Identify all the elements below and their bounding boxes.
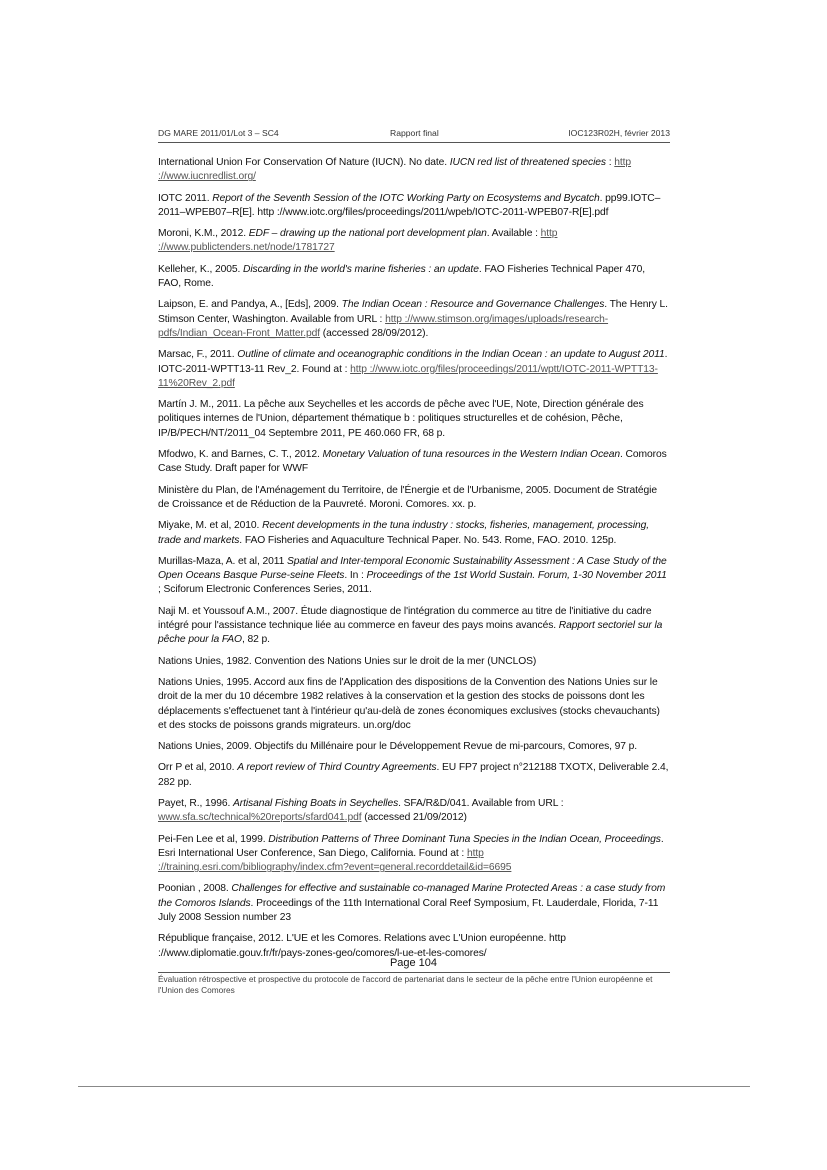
reference-text: (accessed 28/09/2012). — [320, 327, 429, 339]
reference-entry — [158, 298, 670, 341]
reference-title: Distribution Patterns of Three Dominant Tuna Species in the Indian Ocean, Proceedings — [268, 833, 661, 845]
reference-text: Payet, R., 1996. — [158, 797, 233, 809]
reference-entry — [158, 156, 670, 185]
reference-text: . Proceedings of the 11th International Coral Reef Symposium, Ft. Lauderdale, Florida, 7-11 July 2008 Session number 23 — [158, 897, 659, 924]
footer-note: Évaluation rétrospective et prospective du protocole de l'accord de partenariat dans le secteur de la pêche entre l'Union européenne et l'Union des Comores — [158, 972, 670, 995]
reference-entry — [158, 348, 670, 391]
reference-text: , 82 p. — [241, 634, 270, 646]
reference-text: (accessed 21/09/2012) — [361, 812, 467, 824]
reference-entry — [158, 263, 670, 292]
reference-text: ; Sciforum Electronic Conferences Series, 2011. — [158, 584, 372, 596]
reference-link[interactable]: www.sfa.sc/technical%20reports/sfard041.pdf — [158, 812, 362, 824]
reference-text: International Union For Conservation Of Nature (IUCN). No date. — [158, 157, 450, 168]
reference-entry — [158, 484, 670, 513]
reference-link[interactable]: http ://www.publictenders.net/node/1781727 — [158, 228, 558, 254]
reference-title: Recent developments in the tuna industry : stocks, fisheries, management, processing, trade and markets — [158, 520, 650, 546]
reference-text: Naji M. et Youssouf A.M., 2007. Étude diagnostique de l'intégration du commerce au titre de l'initiative du cadre intégré pour l'assistance technique liée au commerce en faveur des pays moins avancés. — [158, 605, 652, 632]
reference-link[interactable]: http ://www.stimson.org/images/uploads/research-pdfs/Indian_Ocean-Front_Matter.pdf — [158, 313, 609, 339]
reference-text: . In : — [344, 570, 367, 582]
reference-text: Nations Unies, 1982. Convention des Nations Unies sur le droit de la mer (UNCLOS) — [158, 655, 537, 667]
reference-title: Report of the Seventh Session of the IOTC Working Party on Ecosystems and Bycatch — [212, 192, 600, 204]
reference-text: . Comoros Case Study. Draft paper for WWF — [158, 449, 667, 475]
reference-entry — [158, 519, 670, 548]
reference-entry — [158, 448, 670, 477]
reference-text: Moroni, K.M., 2012. — [158, 228, 249, 240]
reference-title: IUCN red list of threatened species — [449, 157, 606, 168]
bottom-divider — [78, 1086, 750, 1087]
reference-text: Nations Unies, 2009. Objectifs du Millénaire pour le Développement Revue de mi-parcours, Comores, 97 p. — [158, 741, 638, 753]
reference-link[interactable]: http ://www.iucnredlist.org/ — [158, 157, 632, 183]
reference-title: Proceedings of the 1st World Sustain. Forum, 1-30 November 2011 — [366, 570, 667, 582]
reference-entry — [158, 398, 670, 441]
reference-text: Orr P et al, 2010. — [158, 762, 238, 774]
reference-entry — [158, 676, 670, 733]
reference-title: Spatial and Inter-temporal Economic Sustainability Assessment : A Case Study of the Open Oceans Basque Purse-seine Fleets — [158, 555, 667, 582]
reference-text: : — [605, 157, 615, 168]
reference-text: . FAO Fisheries and Aquaculture Technical Paper. No. 543. Rome, FAO. 2010. 125p. — [239, 534, 617, 546]
reference-text: Martín J. M., 2011. La pêche aux Seychelles et les accords de pêche avec l'UE, Note, Direction générale des politiques internes de l'Union, département thématique b : politiques structurelles et de cohésion, Pêche, IP/B/PECH/NT/2011_04 Septembre 2011, PE 460.060 FR, 68 p. — [158, 399, 644, 439]
reference-text: Miyake, M. et al, 2010. — [158, 520, 263, 532]
reference-entry — [158, 740, 670, 754]
reference-entry — [158, 882, 670, 925]
reference-title: Challenges for effective and sustainable co-managed Marine Protected Areas : a case study from the Comoros Islands — [158, 883, 666, 909]
reference-entry — [158, 761, 670, 790]
reference-text: Nations Unies, 1995. Accord aux fins de l'Application des dispositions de la Convention des Nations Unies sur le droit de la mer du 10 décembre 1982 relatives à la conservation et la gestion des stocks de poissons dont les déplacements s'effectuenet tant à l'intérieur qu'au-delà de zones économiques exclusives (stocks chevauchants) et des stocks de poissons grands migrateurs. un.org/doc — [158, 676, 660, 731]
reference-text: . SFA/R&D/041. Available from URL : — [398, 797, 564, 809]
header-left: DG MARE 2011/01/Lot 3 – SC4 — [158, 128, 279, 138]
reference-entry — [158, 192, 670, 221]
reference-link[interactable]: http ://training.esri.com/bibliography/index.cfm?event=general.recorddetail&id=6695 — [158, 847, 512, 874]
reference-text: Mfodwo, K. and Barnes, C. T., 2012. — [158, 449, 323, 461]
reference-text: République française, 2012. L'UE et les Comores. Relations avec L'Union européenne. http ://www.diplomatie.gouv.fr/fr/pays-zones-geo/comores/l-ue-et-les-comores/ — [158, 933, 566, 959]
reference-entry — [158, 797, 670, 826]
reference-title: Discarding in the world's marine fisheries : an update — [243, 263, 479, 275]
page-header — [158, 128, 670, 143]
reference-text: Marsac, F., 2011. — [158, 349, 238, 361]
reference-entry — [158, 605, 670, 648]
reference-list — [158, 156, 670, 968]
reference-entry — [158, 833, 670, 876]
reference-title: The Indian Ocean : Resource and Governance Challenges — [341, 299, 605, 311]
reference-title: A report review of Third Country Agreements — [237, 762, 437, 774]
reference-text: . Esri International User Conference, San Diego, California. Found at : — [158, 833, 664, 859]
reference-text: . pp99.IOTC–2011–WPEB07–R[E]. http ://www.iotc.org/files/proceedings/2011/wpeb/IOTC-2011-WPEB07-R[E].pdf — [158, 192, 661, 218]
reference-text: . Available : — [486, 228, 541, 240]
header-right: IOC123R02H, février 2013 — [568, 128, 670, 138]
reference-text: . EU FP7 project n°212188 TXOTX, Deliverable 2.4, 282 pp. — [158, 762, 669, 788]
reference-entry — [158, 655, 670, 669]
header-center: Rapport final — [390, 128, 439, 138]
reference-title: Artisanal Fishing Boats in Seychelles — [233, 797, 399, 809]
reference-text: . IOTC-2011-WPTT13-11 Rev_2. Found at : — [158, 349, 668, 375]
reference-title: Outline of climate and oceanographic conditions in the Indian Ocean : an update to August 2011 — [237, 349, 665, 361]
reference-link[interactable]: http ://www.iotc.org/files/proceedings/2011/wptt/IOTC-2011-WPTT13-11%20Rev_2.pdf — [158, 363, 658, 389]
reference-title: EDF – drawing up the national port development plan — [248, 228, 487, 240]
reference-text: Laipson, E. and Pandya, A., [Eds], 2009. — [158, 299, 342, 311]
reference-text: Poonian , 2008. — [158, 883, 232, 895]
reference-entry — [158, 555, 670, 598]
reference-text: . FAO Fisheries Technical Paper 470, FAO, Rome. — [158, 263, 646, 290]
page-number: Page 104 — [389, 957, 438, 969]
reference-text: IOTC 2011. — [158, 192, 213, 204]
reference-title: Monetary Valuation of tuna resources in the Western Indian Ocean — [322, 449, 621, 461]
reference-title: Rapport sectoriel sur la pêche pour la FAO — [158, 620, 663, 646]
reference-text: Murillas-Maza, A. et al, 2011 — [158, 555, 288, 567]
reference-text: . The Henry L. Stimson Center, Washington. Available from URL : — [158, 299, 668, 325]
reference-text: Kelleher, K., 2005. — [158, 263, 244, 275]
reference-text: Pei-Fen Lee et al, 1999. — [158, 833, 269, 845]
reference-text: Ministère du Plan, de l'Aménagement du Territoire, de l'Énergie et de l'Urbanisme, 2005. Document de Stratégie de Croissance et de Réduction de la Pauvreté. Moroni. Comores. xx. p. — [158, 484, 657, 510]
reference-entry — [158, 227, 670, 256]
